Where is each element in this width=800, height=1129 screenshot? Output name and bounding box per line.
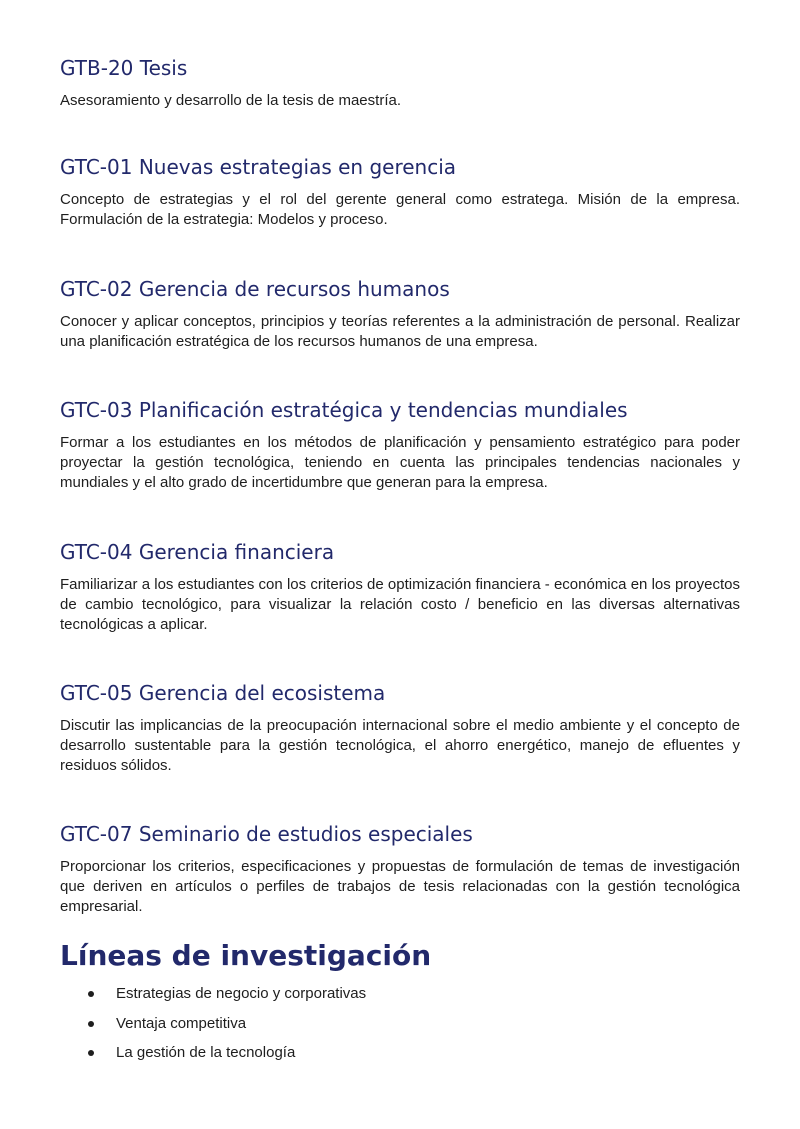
course-block-gtc05: [60, 680, 740, 776]
course-description: Formar a los estudiantes en los métodos de planificación y pensamiento estratégico para poder proyectar la gestión tecnológica, teniendo en cuenta las principales tendencias nacionales y mundiales y el alto grado de incertidumbre que generan para la empresa.: [60, 434, 740, 491]
course-block-gtc07: [60, 821, 740, 917]
course-block-gtb20: [60, 55, 740, 111]
bullet-icon: [88, 991, 94, 997]
course-title: GTC-01 Nuevas estrategias en gerencia: [60, 155, 457, 179]
list-item: [88, 1043, 366, 1073]
list-item-label: Estrategias de negocio y corporativas: [116, 985, 367, 1002]
course-block-gtc04: [60, 539, 740, 635]
course-title: GTC-02 Gerencia de recursos humanos: [60, 277, 450, 301]
course-description: Discutir las implicancias de la preocupación internacional sobre el medio ambiente y el concepto de desarrollo sustentable para la gestión tecnológica, el ahorro energético, manejo de efluentes y residuos sólidos.: [60, 717, 740, 774]
list-item: [88, 1014, 366, 1044]
course-description: Asesoramiento y desarrollo de la tesis de maestría.: [60, 92, 401, 109]
research-lines-list: [88, 984, 366, 1073]
course-title: GTC-07 Seminario de estudios especiales: [60, 822, 473, 846]
course-block-gtc01: [60, 154, 740, 230]
list-item-label: La gestión de la tecnología: [116, 1044, 296, 1061]
course-description: Familiarizar a los estudiantes con los criterios de optimización financiera - económica en los proyectos de cambio tecnológico, para visualizar la relación costo / beneficio en las diversas alternativas tecnológicas a aplicar.: [60, 576, 740, 633]
course-title: GTC-04 Gerencia financiera: [60, 540, 335, 564]
course-block-gtc03: [60, 397, 740, 493]
course-title: GTC-03 Planificación estratégica y tendencias mundiales: [60, 398, 628, 422]
course-description: Proporcionar los criterios, especificaciones y propuestas de formulación de temas de investigación que deriven en artículos o perfiles de trabajos de tesis relacionadas con la gestión tecnológica empresarial.: [60, 858, 740, 915]
research-lines-title: Líneas de investigación: [60, 939, 432, 972]
course-block-gtc02: [60, 276, 740, 352]
list-item-label: Ventaja competitiva: [116, 1014, 247, 1032]
course-title: GTB-20 Tesis: [60, 56, 188, 80]
course-description: Concepto de estrategias y el rol del gerente general como estratega. Misión de la empresa. Formulación de la estrategia: Modelos y proceso.: [60, 191, 740, 228]
course-description: Conocer y aplicar conceptos, principios y teorías referentes a la administración de personal. Realizar una planificación estratégica de los recursos humanos de una empresa.: [60, 313, 740, 350]
bullet-icon: [88, 1050, 94, 1056]
course-title: GTC-05 Gerencia del ecosistema: [60, 681, 386, 705]
list-item: [88, 984, 366, 1014]
bullet-icon: [88, 1021, 94, 1027]
